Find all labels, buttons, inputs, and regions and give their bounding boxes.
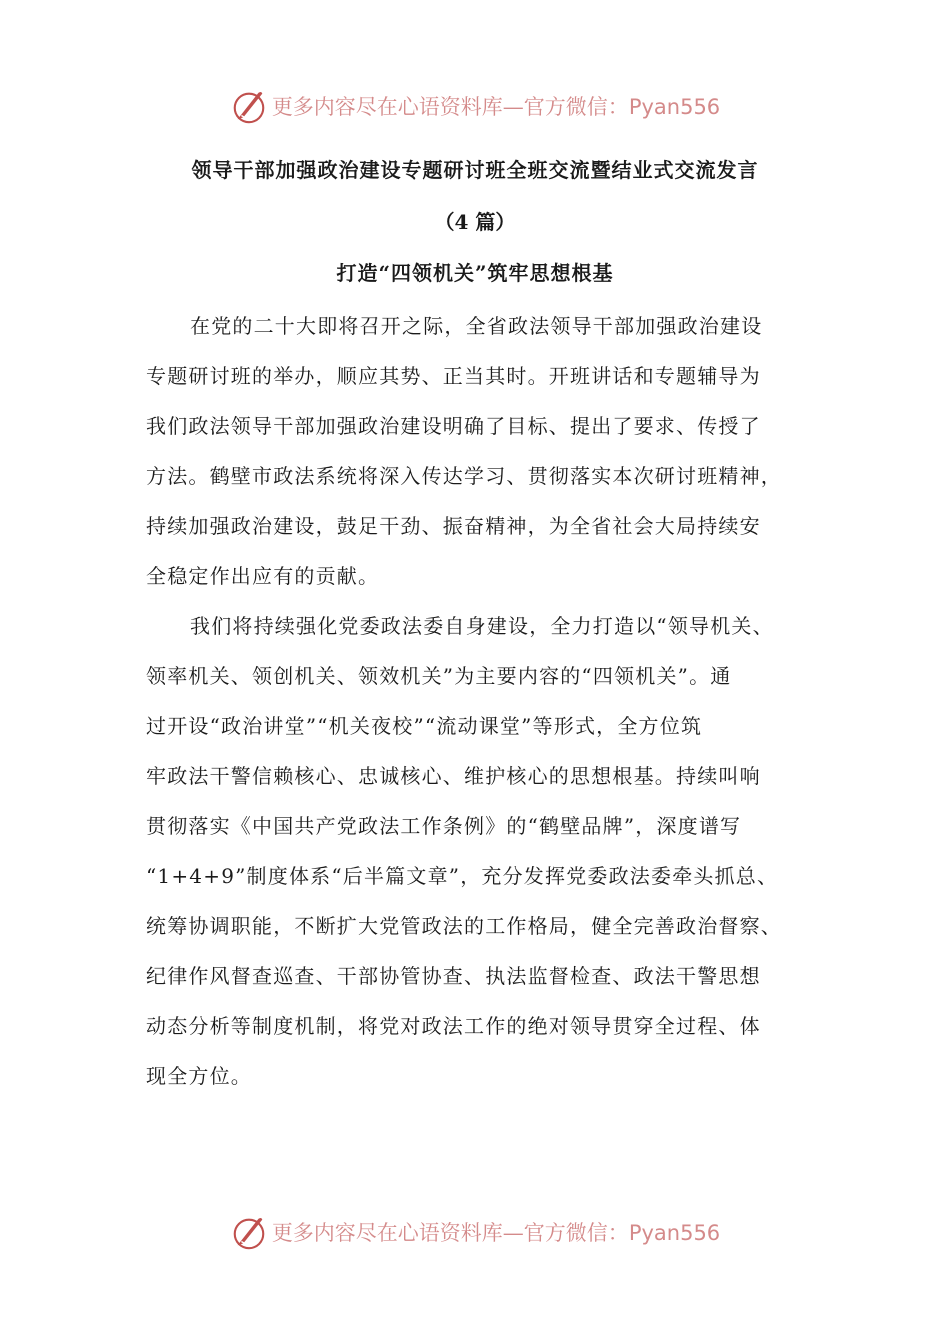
document-title: 领导干部加强政治建设专题研讨班全班交流暨结业式交流发言 [191,158,759,182]
document-subtitle: （4 篇） [434,210,516,234]
paragraph-line: 专题研讨班的举办，顺应其势、正当其时。开班讲话和专题辅导为 [146,364,761,388]
quill-pen-circle-icon [230,1213,268,1251]
paragraph-line: 我们将持续强化党委政法委自身建设，全力打造以“领导机关、 [190,614,774,638]
paragraph-line: 在党的二十大即将召开之际，全省政法领导干部加强政治建设 [190,314,763,338]
paragraph-line: 贯彻落实《中国共产党政法工作条例》的“鹤壁品牌”，深度谱写 [146,814,742,838]
paragraph-line: 领率机关、领创机关、领效机关”为主要内容的“四领机关”。通 [146,664,732,688]
paragraph-2 [146,601,826,1101]
paragraph-line: 统筹协调职能，不断扩大党管政法的工作格局，健全完善政治督察、 [146,914,782,938]
watermark-text-en: Pyan556 [628,1221,721,1245]
paragraph-1 [146,301,826,601]
watermark-banner-bottom [0,1210,950,1254]
paragraph-line: 现全方位。 [146,1064,252,1088]
watermark-text [272,1217,720,1247]
paragraph-line: 我们政法领导干部加强政治建设明确了目标、提出了要求、传授了 [146,414,761,438]
paragraph-line: 过开设“政治讲堂”“机关夜校”“流动课堂”等形式，全方位筑 [146,714,703,738]
section-heading: 打造“四领机关”筑牢思想根基 [336,261,614,285]
paragraph-line: 纪律作风督查巡查、干部协管协查、执法监督检查、政法干警思想 [146,964,761,988]
paragraph-line: 方法。鹤壁市政法系统将深入传达学习、贯彻落实本次研讨班精神， [146,464,782,488]
paragraph-line: 全稳定作出应有的贡献。 [146,564,380,588]
watermark-text-cn: 更多内容尽在心语资料库—官方微信： [271,95,629,119]
watermark-text [272,91,720,121]
watermark-text-cn: 更多内容尽在心语资料库—官方微信： [271,1221,629,1245]
watermark-text-en: Pyan556 [628,95,721,119]
quill-pen-circle-icon [230,87,268,125]
paragraph-line: 动态分析等制度机制，将党对政法工作的绝对领导贯穿全过程、体 [146,1014,761,1038]
paragraph-line: 牢政法干警信赖核心、忠诚核心、维护核心的思想根基。持续叫响 [146,764,761,788]
paragraph-line: 持续加强政治建设，鼓足干劲、振奋精神，为全省社会大局持续安 [146,514,761,538]
watermark-banner-top [0,84,950,128]
paragraph-line: “1+4+9”制度体系“后半篇文章”，充分发挥党委政法委牵头抓总、 [146,864,779,888]
